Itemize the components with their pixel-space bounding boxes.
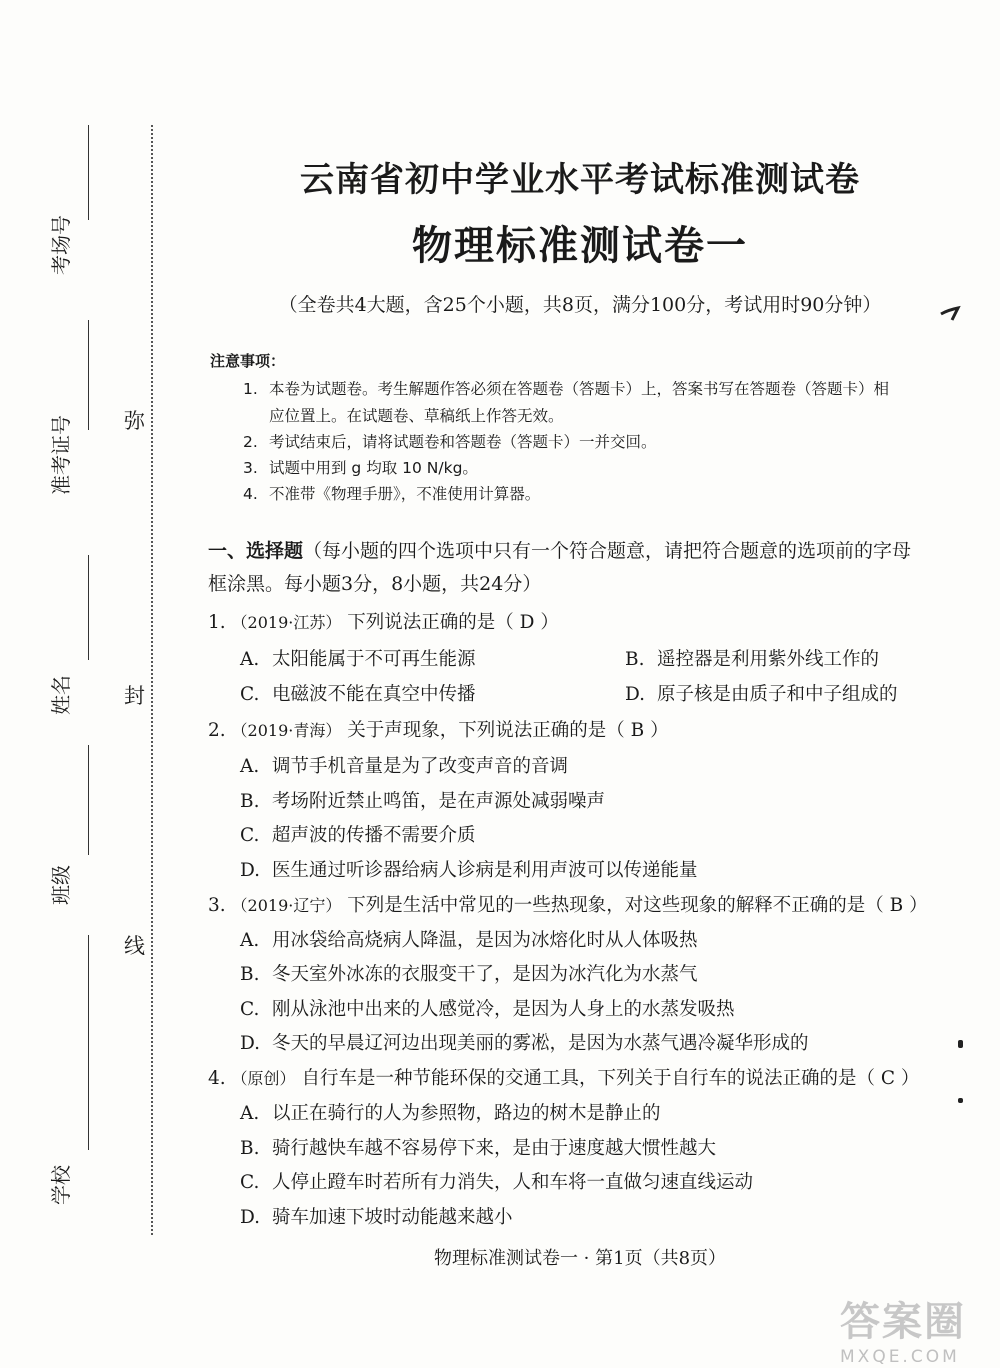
option-letter: A. [240,649,260,670]
page-footer: 物理标准测试卷一 · 第1页（共8页） [433,1248,727,1269]
option-letter: A. [240,1103,260,1124]
option-c [240,1168,753,1194]
seal-char-mi: 弥 [124,409,145,433]
section-instruction: （每小题的四个选项中只有一个符合题意，请把符合题意的选项前的字母 [303,540,912,562]
field-label-class: 班级 [49,865,73,905]
scan-mark [958,1098,963,1103]
option-text: 超声波的传播不需要介质 [272,825,476,846]
field-line-school [88,935,89,1150]
note-item [243,480,953,508]
question-stem [208,608,953,634]
watermark-logo-text: 答案圈 [840,1299,966,1345]
option-letter: B. [240,964,260,985]
question-text: 自行车是一种节能环保的交通工具，下列关于自行车的说法正确的是（ C ） [301,1068,920,1089]
field-line-ticket-number [88,320,89,430]
option-a [240,752,568,778]
question-source: （原创） [231,1069,296,1088]
option-letter: B. [240,791,260,812]
note-text: 考试结束后，请将试题卷和答题卷（答题卡）一并交回。 [269,433,657,451]
question-source: （2019·江苏） [231,613,342,632]
paper-info: （全卷共4大题，含25个小题，共8页，满分100分，考试用时90分钟） [278,294,882,316]
seal-dotted-line [151,125,153,1235]
paper-title: 物理标准测试卷一 [412,222,748,269]
option-text: 以正在骑行的人为参照物，路边的树木是静止的 [272,1103,661,1124]
option-a [240,1099,661,1125]
option-letter: A. [240,756,260,777]
note-text: 应位置上。在试题卷、草稿纸上作答无效。 [269,407,564,425]
option-b [240,787,605,813]
question-number: 4. [208,1068,226,1089]
question-text: 关于声现象，下列说法正确的是（ B ） [347,720,669,741]
note-number: 4. [243,485,258,503]
option-d [240,1203,513,1229]
option-text: 电磁波不能在真空中传播 [272,684,476,705]
option-text: 骑行越快车越不容易停下来，是由于速度越大惯性越大 [272,1138,717,1159]
note-text: 试题中用到 g 均取 10 N/kg。 [269,459,478,477]
note-number: 2. [243,433,258,451]
option-letter: C. [240,1172,260,1193]
seal-char-feng: 封 [124,684,145,708]
pen-mark-icon [938,300,962,324]
option-d [625,680,898,706]
option-text: 考场附近禁止鸣笛，是在声源处减弱噪声 [272,791,606,812]
option-d [240,856,698,882]
option-text: 人停止蹬车时若所有力消失，人和车将一直做匀速直线运动 [272,1172,754,1193]
question-stem [208,1064,953,1090]
option-letter: C. [240,999,260,1020]
option-text: 遥控器是利用紫外线工作的 [657,649,880,670]
section-title: 一、选择题 [208,540,304,562]
option-text: 冬天的早晨辽河边出现美丽的雾凇，是因为水蒸气遇冷凝华形成的 [272,1033,809,1054]
watermark-logo [840,1290,990,1367]
option-a [240,926,698,952]
seal-char-xian: 线 [124,934,145,958]
field-label-name: 姓名 [49,675,73,715]
section-heading [208,535,953,567]
watermark-url: MXQE.COM [840,1347,960,1367]
note-text: 不准带《物理手册》，不准使用计算器。 [269,485,541,503]
note-item [269,402,979,430]
note-item [243,428,953,456]
note-number: 3. [243,459,258,477]
scan-mark [958,1040,963,1048]
field-label-school: 学校 [49,1165,73,1205]
question-text: 下列是生活中常见的一些热现象，对这些现象的解释不正确的是（ B ） [347,895,928,916]
option-letter: A. [240,930,260,951]
option-letter: D. [240,1207,261,1228]
option-c [240,680,476,706]
exam-series-title: 云南省初中学业水平考试标准测试卷 [300,160,860,200]
question-stem [208,891,953,917]
question-number: 3. [208,895,226,916]
option-text: 用冰袋给高烧病人降温，是因为冰熔化时从人体吸热 [272,930,698,951]
option-text: 太阳能属于不可再生能源 [272,649,476,670]
question-number: 1. [208,612,226,633]
option-letter: B. [625,649,645,670]
option-c [240,995,735,1021]
notes-heading: 注意事项： [210,352,286,370]
note-number: 1. [243,380,258,398]
field-label-ticket-number: 准考证号 [49,415,73,495]
note-text: 本卷为试题卷。考生解题作答必须在答题卷（答题卡）上，答案书写在答题卷（答题卡）相 [269,380,890,398]
question-stem [208,716,953,742]
question-text: 下列说法正确的是（ D ） [347,612,559,633]
option-text: 医生通过听诊器给病人诊病是利用声波可以传递能量 [272,860,698,881]
note-item [243,454,953,482]
question-source: （2019·青海） [231,721,342,740]
option-text: 冬天室外冰冻的衣服变干了，是因为冰汽化为水蒸气 [272,964,698,985]
question-source: （2019·辽宁） [231,896,342,915]
option-text: 原子核是由质子和中子组成的 [657,684,898,705]
option-d [240,1029,809,1055]
field-line-class [88,745,89,855]
option-b [625,645,879,671]
note-item [243,375,953,403]
option-letter: B. [240,1138,260,1159]
option-c [240,821,476,847]
option-b [240,960,698,986]
field-line-exam-room [88,125,89,220]
option-a [240,645,476,671]
option-letter: C. [240,825,260,846]
option-text: 骑车加速下坡时动能越来越小 [272,1207,513,1228]
option-letter: D. [625,684,646,705]
option-text: 刚从泳池中出来的人感觉冷，是因为人身上的水蒸发吸热 [272,999,735,1020]
question-number: 2. [208,720,226,741]
option-letter: C. [240,684,260,705]
option-b [240,1134,716,1160]
field-line-name [88,555,89,660]
field-label-exam-room: 考场号 [49,215,73,275]
option-text: 调节手机音量是为了改变声音的音调 [272,756,569,777]
option-letter: D. [240,860,261,881]
option-letter: D. [240,1033,261,1054]
section-instruction-continued: 框涂黑。每小题3分，8小题，共24分） [208,573,542,595]
